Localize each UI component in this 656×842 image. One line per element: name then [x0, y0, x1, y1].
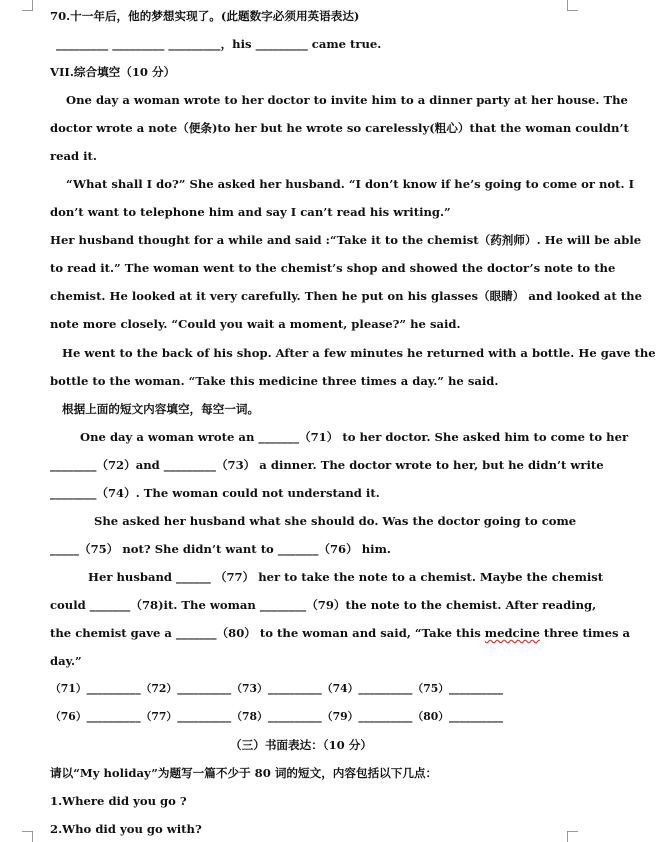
- summary-text: three times a: [539, 626, 631, 640]
- writing-prompt: 请以“My holiday”为题写一篇不少于 80 词的短文，内容包括以下几点：: [50, 766, 438, 780]
- summary-line: could _______（78)it. The woman ________（79）the note to the chemist. After reading,: [50, 598, 597, 612]
- question-70-answer-line: _________ _________ _________，his _________ came true.: [56, 37, 382, 51]
- passage-line: note more closely. “Could you wait a moment, please?” he said.: [50, 317, 461, 331]
- passage-line: “What shall I do?” She asked her husband. “I don’t know if he’s going to come or not. I: [66, 177, 634, 191]
- passage-line: read it.: [50, 149, 97, 163]
- passage-line: chemist. He looked at it very carefully. Then he put on his glasses（眼睛） and looked at the: [50, 289, 642, 303]
- summary-line: day.”: [50, 654, 82, 668]
- passage-line: to read it.” The woman went to the chemist’s shop and showed the doctor’s note to the: [50, 261, 616, 275]
- section-heading: VII.综合填空（10 分）: [50, 65, 176, 79]
- crop-mark: [22, 831, 33, 842]
- summary-line: _____（75） not? She didn’t want to _______（76） him.: [50, 542, 391, 556]
- passage-line: Her husband thought for a while and said :“Take it to the chemist（药剂师）. He will be able: [50, 233, 642, 247]
- passage-line: don’t want to telephone him and say I can’t read his writing.”: [50, 205, 451, 219]
- crop-mark: [22, 0, 33, 11]
- summary-line: ________（72）and _________（73） a dinner. The doctor wrote to her, but he didn’t write: [50, 458, 604, 472]
- passage-line: One day a woman wrote to her doctor to invite him to a dinner party at her house. The: [66, 93, 628, 107]
- summary-line: Her husband ______ （77） her to take the note to a chemist. Maybe the chemist: [88, 570, 604, 584]
- summary-line: One day a woman wrote an _______（71） to her doctor. She asked him to come to her: [80, 430, 629, 444]
- crop-mark: [567, 831, 578, 842]
- answer-row: （71）__________（72）__________（73）__________（74）__________（75）__________: [50, 682, 504, 695]
- question-70-prompt: 70.十一年后，他的梦想实现了。(此题数字必须用英语表达): [50, 9, 360, 23]
- summary-line: She asked her husband what she should do. Was the doctor going to come: [94, 514, 577, 528]
- answer-row: （76）__________（77）__________（78）__________（79）__________（80）__________: [50, 710, 504, 723]
- writing-point: 1.Where did you go ?: [50, 794, 187, 808]
- summary-line: [50, 626, 631, 640]
- passage-line: He went to the back of his shop. After a few minutes he returned with a bottle. He gave the: [62, 346, 656, 360]
- writing-point: 2.Who did you go with?: [50, 822, 202, 836]
- passage-line: doctor wrote a note（便条)to her but he wrote so carelessly(粗心）that the woman couldn’t: [50, 121, 629, 135]
- crop-mark: [567, 0, 578, 11]
- summary-line: ________（74）. The woman could not understand it.: [50, 486, 380, 500]
- instruction: 根据上面的短文内容填空，每空一词。: [62, 402, 260, 416]
- summary-text: the chemist gave a _______（80） to the woman and said, “Take this: [50, 626, 485, 640]
- passage-line: bottle to the woman. “Take this medicine three times a day.” he said.: [50, 374, 499, 388]
- writing-heading: （三）书面表达：（10 分）: [230, 738, 372, 752]
- misspelled-word: medcine: [484, 626, 540, 640]
